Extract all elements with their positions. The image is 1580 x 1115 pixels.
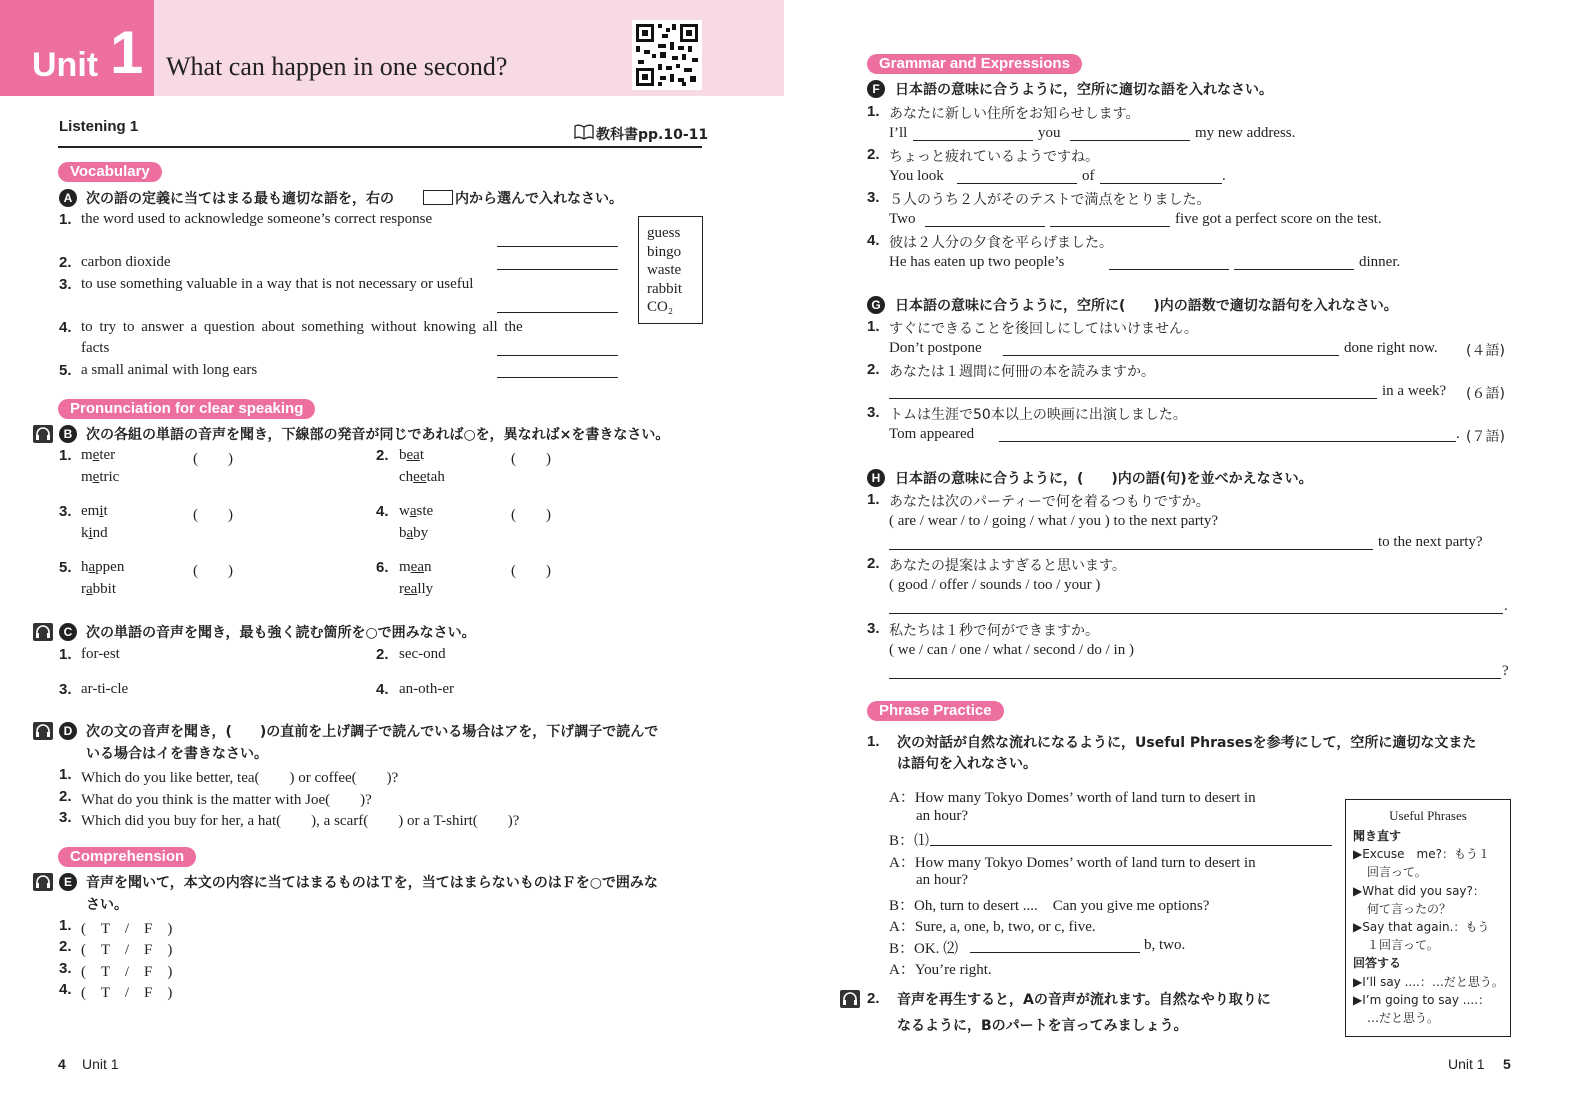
pair-num: 5. — [59, 559, 72, 576]
g-japanese: トムは生涯で50本以上の映画に出演しました。 — [889, 407, 1187, 423]
intonation-num: 3. — [59, 809, 72, 826]
stress-word[interactable]: sec-ond — [399, 646, 446, 662]
phrase-num: 1. — [867, 733, 880, 750]
dialog-text: How many Tokyo Domes’ worth of land turn to desert in — [914, 790, 1256, 806]
word-part: m — [81, 469, 93, 485]
f-num: 4. — [867, 232, 880, 249]
pair-word — [81, 447, 115, 464]
word-part: ppen — [95, 559, 125, 575]
headphone-icon[interactable] — [33, 722, 53, 740]
answer-blank[interactable] — [889, 549, 1373, 550]
stress-word[interactable]: an-oth-er — [399, 681, 454, 697]
stress-instruction: 次の単語の音声を聞き，最も強く読む箇所を○で囲みなさい。 — [86, 625, 476, 641]
vocab-num: 2. — [59, 254, 72, 271]
f-instruction: 日本語の意味に合うように，空所に適切な語を入れなさい。 — [895, 82, 1273, 98]
word-part: lly — [417, 581, 434, 597]
h-tail: to the next party? — [1378, 534, 1483, 550]
vocab-instruction: 次の語の定義に当てはまる最も適切な語を，右の — [86, 191, 394, 207]
underlined-part: e — [92, 447, 100, 463]
vocab-item: a small animal with long ears — [81, 362, 258, 378]
word-part: b — [399, 525, 407, 541]
answer-blank[interactable] — [497, 377, 618, 378]
dialog-line — [889, 851, 1256, 872]
page-number-right: 5 — [1503, 1056, 1511, 1072]
f-text: You look — [889, 168, 944, 184]
tf-choice[interactable]: ( T / F ) — [81, 942, 173, 958]
word-box-item: guess — [647, 225, 681, 241]
dialog-text: an hour? — [916, 872, 969, 888]
answer-blank[interactable] — [889, 398, 1377, 399]
pair-word — [399, 469, 445, 486]
phrase-num: 2. — [867, 990, 880, 1007]
answer-paren[interactable]: ( ) — [193, 507, 233, 523]
word-part: t — [103, 503, 108, 519]
pair-word — [399, 581, 433, 598]
vocab-num: 4. — [59, 319, 72, 336]
pair-num: 2. — [376, 447, 389, 464]
speaker: A： — [889, 919, 915, 935]
underlined-part: i — [88, 525, 93, 541]
pair-word — [399, 525, 428, 542]
dialog-line — [889, 915, 1096, 936]
word-part: k — [81, 525, 89, 541]
underlined-part: i — [99, 503, 104, 519]
pair-word — [81, 469, 119, 486]
h-words: ( are / wear / to / going / what / you ) to the next party? — [889, 513, 1219, 529]
answer-paren[interactable]: ( ) — [193, 563, 233, 579]
intonation-num: 1. — [59, 766, 72, 783]
useful-line: ▶What did you say?： — [1353, 883, 1485, 898]
word-box-item: bingo — [647, 243, 682, 260]
g-text: . — [1456, 426, 1460, 442]
headphone-icon[interactable] — [33, 873, 53, 891]
tf-num: 1. — [59, 917, 72, 934]
unit-word: Unit — [32, 46, 99, 84]
useful-line: 回言って。 — [1367, 865, 1427, 880]
pronunciation-instruction: 次の各組の単語の音声を聞き，下線部の発音が同じであれば○を，異なれば×を書きなさい。 — [86, 427, 670, 443]
answer-blank[interactable] — [1003, 355, 1339, 356]
intonation-num: 2. — [59, 788, 72, 805]
vocab-item: the word used to acknowledge someone’s correct response — [81, 211, 433, 227]
tf-choice[interactable]: ( T / F ) — [81, 985, 173, 1001]
pair-word — [399, 447, 424, 464]
word-part: bbit — [92, 581, 117, 597]
phrase-q1: 次の対話が自然な流れになるように，Useful Phrasesを参考にして，空所に適切な文また — [897, 735, 1477, 751]
word-part: tric — [99, 469, 120, 485]
vocab-item-cont: facts — [81, 340, 110, 356]
g-text: Don’t postpone — [889, 340, 982, 356]
underlined-part: ee — [413, 469, 427, 485]
comprehension-instruction-cont: さい。 — [86, 897, 128, 913]
dialog-line — [916, 808, 968, 825]
g-text: in a week? — [1382, 383, 1447, 399]
headphone-icon[interactable] — [33, 425, 53, 443]
word-part: ste — [416, 503, 434, 519]
pair-num: 1. — [59, 447, 72, 464]
f-num: 1. — [867, 103, 880, 120]
intonation-item: Which do you like better, tea( ) or coffee( )? — [81, 770, 399, 786]
dialog-line — [889, 894, 1209, 915]
pair-word — [81, 559, 124, 576]
stress-num: 4. — [376, 681, 389, 698]
g-text: Tom appeared — [889, 426, 975, 442]
answer-blank[interactable] — [957, 183, 1077, 184]
answer-paren[interactable]: ( ) — [193, 451, 233, 467]
word-box — [638, 216, 703, 324]
word-part: ter — [99, 447, 116, 463]
book-icon — [574, 124, 594, 144]
word-box-item: CO₂ — [647, 299, 674, 316]
badge-a: A — [59, 189, 77, 207]
f-text: five got a perfect score on the test. — [1175, 211, 1382, 227]
underlined-part: a — [86, 581, 93, 597]
listening-title: Listening 1 — [59, 118, 139, 135]
comprehension-label: Comprehension — [58, 847, 196, 867]
pair-word — [81, 525, 108, 542]
f-text: . — [1222, 168, 1226, 184]
g-japanese: すぐにできることを後回しにしてはいけません。 — [889, 321, 1198, 337]
answer-paren[interactable]: ( ) — [511, 563, 551, 579]
useful-line: ▶I’m going to say ....： — [1353, 992, 1491, 1007]
word-part: n — [424, 559, 432, 575]
answer-blank[interactable] — [889, 678, 1501, 679]
useful-heading: 聞き直す — [1353, 829, 1402, 843]
answer-blank[interactable] — [913, 140, 1033, 141]
h-tail: ? — [1502, 663, 1509, 679]
pair-num: 6. — [376, 559, 389, 576]
word-part: tah — [426, 469, 445, 485]
answer-blank[interactable] — [1100, 183, 1222, 184]
word-box-item: waste — [647, 262, 682, 279]
h-instruction: 日本語の意味に合うように，( )内の語(句)を並べかえなさい。 — [895, 471, 1313, 487]
word-part: m — [399, 559, 411, 575]
word-part: by — [413, 525, 429, 541]
dialog-text: b, two. — [1144, 937, 1186, 953]
badge-h: H — [867, 469, 885, 487]
h-num: 2. — [867, 555, 880, 572]
word-part: h — [81, 559, 89, 575]
dialog-text: an hour? — [916, 808, 969, 824]
word-count: (６語) — [1466, 386, 1505, 402]
vocab-item: to try to answer a question about something without knowing all the — [81, 319, 523, 335]
vocab-num: 3. — [59, 276, 72, 293]
pair-word — [399, 559, 432, 576]
h-words: ( we / can / one / what / second / do / in ) — [889, 642, 1134, 658]
f-japanese: 彼は２人分の夕食を平らげました。 — [889, 235, 1113, 251]
useful-phrases-box — [1345, 799, 1511, 1037]
answer-blank[interactable] — [497, 246, 618, 247]
answer-paren[interactable]: ( ) — [511, 507, 551, 523]
g-text: done right now. — [1344, 340, 1438, 356]
useful-line: ▶Excuse me?：もう１ — [1353, 847, 1490, 862]
vocabulary-label: Vocabulary — [58, 162, 162, 182]
dialog-text: How many Tokyo Domes’ worth of land turn to desert in — [914, 855, 1256, 871]
word-part: t — [419, 447, 424, 463]
word-count: (４語) — [1466, 343, 1505, 359]
dialog-text: Sure, a, one, b, two, or c, five. — [914, 919, 1096, 935]
answer-blank[interactable] — [497, 269, 618, 270]
speaker: A： — [889, 790, 915, 806]
useful-line: ▶I’ll say ....：…だと思う。 — [1353, 974, 1504, 989]
dialog-line — [889, 786, 1256, 807]
answer-blank[interactable] — [930, 845, 1332, 846]
useful-line: …だと思う。 — [1367, 1011, 1440, 1026]
answer-blank[interactable] — [497, 312, 618, 313]
pronunciation-label: Pronunciation for clear speaking — [58, 399, 315, 419]
underlined-part: ea — [406, 447, 420, 463]
box-glyph — [423, 190, 453, 205]
underlined-part: a — [406, 525, 414, 541]
f-text: you — [1038, 125, 1061, 141]
word-part: ch — [399, 469, 414, 485]
title-rule — [58, 146, 702, 148]
dialog-line — [889, 937, 958, 958]
f-text: of — [1082, 168, 1095, 184]
answer-blank[interactable] — [999, 441, 1456, 442]
word-part: em — [81, 503, 100, 519]
answer-blank[interactable] — [925, 226, 1045, 227]
dialog-text: You’re right. — [914, 962, 992, 978]
stress-word[interactable]: for-est — [81, 646, 120, 662]
intonation-instruction: 次の文の音声を聞き，( )の直前を上げ調子で読んでいる場合はアを，下げ調子で読んで — [86, 724, 659, 740]
badge-g: G — [867, 296, 885, 314]
word-part: w — [399, 503, 410, 519]
tf-choice[interactable]: ( T / F ) — [81, 921, 173, 937]
vocab-item: to use something valuable in a way that is not necessary or useful — [81, 276, 474, 292]
word-part: b — [399, 447, 407, 463]
speaker: B： — [889, 941, 915, 957]
tf-num: 3. — [59, 960, 72, 977]
vocab-item: carbon dioxide — [81, 254, 171, 270]
phrase-practice-label: Phrase Practice — [867, 701, 1004, 721]
answer-blank[interactable] — [1050, 226, 1170, 227]
pair-num: 4. — [376, 503, 389, 520]
intonation-item: Which did you buy for her, a hat( ), a scarf( ) or a T-shirt( )? — [81, 813, 520, 829]
g-japanese: あなたは１週間に何冊の本を読みますか。 — [889, 364, 1155, 380]
stress-num: 3. — [59, 681, 72, 698]
underlined-part: ea — [404, 581, 418, 597]
useful-line: 何て言ったの？ — [1367, 901, 1452, 916]
speaker: B： — [889, 833, 915, 849]
useful-phrases-title: Useful Phrases — [1389, 808, 1467, 823]
unit-title: What can happen in one second? — [166, 52, 508, 81]
dialog-text: Oh, turn to desert .... Can you give me options? — [914, 898, 1210, 914]
f-japanese: ちょっと疲れているようですね。 — [889, 149, 1099, 165]
grammar-label: Grammar and Expressions — [867, 54, 1082, 74]
answer-blank[interactable] — [1070, 140, 1190, 141]
word-part: r — [399, 581, 404, 597]
f-japanese: あなたに新しい住所をお知らせします。 — [889, 106, 1140, 122]
answer-paren[interactable]: ( ) — [511, 451, 551, 467]
badge-e: E — [59, 873, 77, 891]
dialog-text: OK. ⑵ — [914, 941, 959, 957]
stress-word[interactable]: ar-ti-cle — [81, 681, 129, 697]
dialog-line — [889, 958, 992, 979]
f-num: 3. — [867, 189, 880, 206]
pair-word — [81, 503, 108, 520]
f-text: dinner. — [1359, 254, 1401, 270]
word-part: m — [81, 447, 93, 463]
pair-num: 3. — [59, 503, 72, 520]
speaker: B： — [889, 898, 915, 914]
vocab-num: 1. — [59, 211, 72, 228]
f-text: Two — [889, 211, 916, 227]
f-text: my new address. — [1195, 125, 1296, 141]
answer-blank[interactable] — [1109, 269, 1229, 270]
f-text: I’ll — [889, 125, 908, 141]
g-num: 1. — [867, 318, 880, 335]
h-japanese: あなたは次のパーティーで何を着るつもりですか。 — [889, 494, 1210, 510]
underlined-part: a — [409, 503, 417, 519]
f-num: 2. — [867, 146, 880, 163]
g-num: 3. — [867, 404, 880, 421]
comprehension-instruction: 音声を聞いて，本文の内容に当てはまるものはＴを，当てはまらないものはＦを○で囲みな — [86, 875, 658, 891]
answer-blank[interactable] — [1234, 269, 1354, 270]
word-box-item: rabbit — [647, 280, 682, 297]
vocab-num: 5. — [59, 362, 72, 379]
dialog-line — [916, 872, 968, 889]
answer-blank[interactable] — [497, 355, 618, 356]
phrase-q1-cont: は語句を入れなさい。 — [897, 756, 1037, 772]
g-num: 2. — [867, 361, 880, 378]
tf-num: 2. — [59, 938, 72, 955]
footer-unit-left: Unit 1 — [82, 1056, 119, 1072]
g-instruction: 日本語の意味に合うように，空所に( )内の語数で適切な語句を入れなさい。 — [895, 298, 1398, 314]
intonation-instruction-cont: いる場合はイを書きなさい。 — [86, 746, 268, 762]
word-part: nd — [92, 525, 108, 541]
f-japanese: ５人のうち２人がそのテストで満点をとりました。 — [889, 192, 1211, 208]
pair-word — [399, 503, 433, 520]
textbook-ref: 教科書pp.10-11 — [596, 127, 709, 143]
phrase-q2: 音声を再生すると，Aの音声が流れます。自然なやり取りに — [897, 992, 1271, 1008]
unit-badge — [0, 0, 154, 96]
underlined-part: ea — [410, 559, 424, 575]
vocab-instruction-tail: 内から選んで入れなさい。 — [455, 191, 623, 207]
speaker: A： — [889, 855, 915, 871]
tf-choice[interactable]: ( T / F ) — [81, 964, 173, 980]
useful-line: ▶Say that again.：もう — [1353, 920, 1490, 935]
speaker: A： — [889, 962, 915, 978]
headphone-icon[interactable] — [33, 623, 53, 641]
word-part: r — [81, 581, 86, 597]
intonation-item: What do you think is the matter with Joe( )? — [81, 792, 372, 808]
unit-number: 1 — [110, 19, 144, 86]
underlined-part: a — [88, 559, 96, 575]
dialog-text: ⑴ — [914, 833, 930, 849]
badge-f: F — [867, 80, 885, 98]
phrase-q2-cont: なるように，Bのパートを言ってみましょう。 — [897, 1018, 1188, 1034]
badge-c: C — [59, 623, 77, 641]
h-tail: . — [1504, 598, 1508, 614]
footer-unit-right: Unit 1 — [1448, 1056, 1485, 1072]
h-japanese: 私たちは１秒で何ができますか。 — [889, 623, 1099, 639]
h-num: 1. — [867, 491, 880, 508]
underlined-part: e — [92, 469, 100, 485]
h-japanese: あなたの提案はよすぎると思います。 — [889, 558, 1126, 574]
headphone-icon[interactable] — [840, 990, 860, 1008]
page-number-left: 4 — [58, 1056, 66, 1072]
stress-num: 1. — [59, 646, 72, 663]
qr-code-icon[interactable] — [632, 20, 702, 90]
h-words: ( good / offer / sounds / too / your ) — [889, 577, 1101, 593]
h-num: 3. — [867, 620, 880, 637]
badge-b: B — [59, 425, 77, 443]
useful-heading: 回答する — [1353, 956, 1402, 971]
badge-d: D — [59, 722, 77, 740]
answer-blank[interactable] — [889, 613, 1503, 614]
f-text: He has eaten up two people’s — [889, 254, 1065, 270]
useful-line: １回言って。 — [1367, 938, 1439, 953]
word-count: (７語) — [1466, 429, 1505, 445]
dialog-line — [889, 829, 929, 850]
answer-blank[interactable] — [970, 952, 1140, 953]
pair-word — [81, 581, 116, 598]
tf-num: 4. — [59, 981, 72, 998]
stress-num: 2. — [376, 646, 389, 663]
